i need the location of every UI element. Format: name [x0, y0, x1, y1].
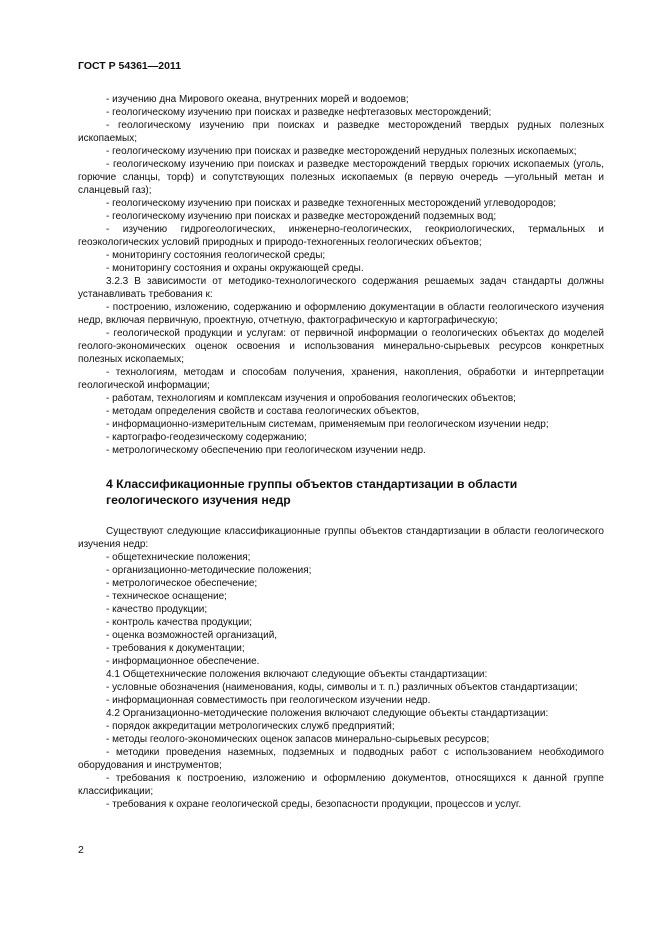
clause-4-1: 4.1 Общетехнические положения включают следующие объекты стандартизации: — [106, 669, 488, 680]
list-item: - методики проведения наземных, подземных и подводных работ с использованием необходимого оборудования и инструментов; — [78, 747, 604, 771]
list-item: - оценка возможностей организаций, — [106, 630, 278, 641]
section-4-heading: 4 Классификационные группы объектов стандартизации в области геологического изучения недр — [106, 477, 518, 507]
list-item: - работам, технологиям и комплексам изучения и опробования геологических объектов; — [106, 393, 516, 404]
list-item: - геологическому изучению при поисках и разведке техногенных месторождений углеводородов; — [106, 198, 557, 209]
list-item: - методам определения свойств и состава геологических объектов, — [106, 406, 420, 417]
document-header: ГОСТ Р 54361—2011 — [78, 60, 182, 72]
list-item: - методы геолого-экономических оценок запасов минерально-сырьевых ресурсов; — [106, 734, 490, 745]
list-item: - картографо-геодезическому содержанию; — [106, 432, 307, 443]
list-item: - изучению дна Мирового океана, внутренних морей и водоемов; — [106, 94, 409, 105]
page-number: 2 — [78, 844, 84, 856]
document-body — [78, 93, 604, 811]
list-item: - информационно-измерительным системам, применяемым при геологическом изучении недр; — [106, 419, 549, 430]
list-item: - техническое оснащение; — [106, 591, 227, 602]
list-item: - информационное обеспечение. — [106, 656, 260, 667]
list-item: - требования к охране геологической среды, безопасности продукции, процессов и услуг. — [106, 799, 522, 810]
list-item: - организационно-методические положения; — [106, 565, 312, 576]
section-3-list — [78, 93, 604, 457]
list-item: - геологическому изучению при поисках и разведке месторождений твердых горючих ископаемых (уголь, горючие сланцы, торф) и сопутствующих полезных ископаемых (в первую очередь —угольный метан и сланцевый газ); — [78, 159, 604, 196]
list-item: - метрологическому обеспечению при геологическом изучении недр. — [106, 445, 426, 456]
list-item: - метрологическое обеспечение; — [106, 578, 258, 589]
list-item: - требования к документации; — [106, 643, 245, 654]
list-item: - геологическому изучению при поисках и разведке месторождений подземных вод; — [106, 211, 497, 222]
section-4-body — [78, 525, 604, 811]
list-item: - геологическому изучению при поисках и разведке месторождений нерудных полезных ископаемых; — [106, 146, 577, 157]
list-item: - качество продукции; — [106, 604, 208, 615]
list-item: - технологиям, методам и способам получения, хранения, накопления, обработки и интерпретации геологической информации; — [78, 367, 604, 391]
list-item: - условные обозначения (наименования, коды, символы и т. п.) различных объектов стандартизации; — [106, 682, 578, 693]
list-item: - изучению гидрогеологических, инженерно-геологических, геокриологических, термальных и геоэкологических условий природных и природо-техногенных геологических объектов; — [78, 224, 604, 248]
list-item: - общетехнические положения; — [106, 552, 251, 563]
list-item: - геологическому изучению при поисках и разведке нефтегазовых месторождений; — [106, 107, 492, 118]
clause-4-2: 4.2 Организационно-методические положения включают следующие объекты стандартизации: — [106, 708, 549, 719]
section-4-intro: Существуют следующие классификационные группы объектов стандартизации в области геологического изучения недр: — [78, 526, 604, 550]
list-item: - контроль качества продукции; — [106, 617, 253, 628]
list-item: - построению, изложению, содержанию и оформлению документации в области геологического изучения недр, включая первичную, проектную, отчетную, фактографическую и картографическую; — [78, 302, 604, 326]
list-item: - геологической продукции и услугам: от первичной информации о геологических объектах до моделей геолого-экономических оценок освоения и использования минерально-сырьевых ресурсов конкретных полезных ископаемых; — [78, 328, 604, 365]
list-item: - порядок аккредитации метрологических служб предприятий; — [106, 721, 395, 732]
list-item: - мониторингу состояния геологической среды; — [106, 250, 326, 261]
list-item: - требования к построению, изложению и оформлению документов, относящихся к данной группе классификации; — [78, 773, 604, 797]
list-item: - геологическому изучению при поисках и разведке месторождений твердых рудных полезных ископаемых; — [78, 120, 604, 144]
clause-3-2-3: 3.2.3 В зависимости от методико-технологического содержания решаемых задач стандарты должны устанавливать требования к: — [78, 276, 604, 300]
list-item: - информационная совместимость при геологическом изучении недр. — [106, 695, 431, 706]
list-item: - мониторингу состояния и охраны окружающей среды. — [106, 263, 364, 274]
